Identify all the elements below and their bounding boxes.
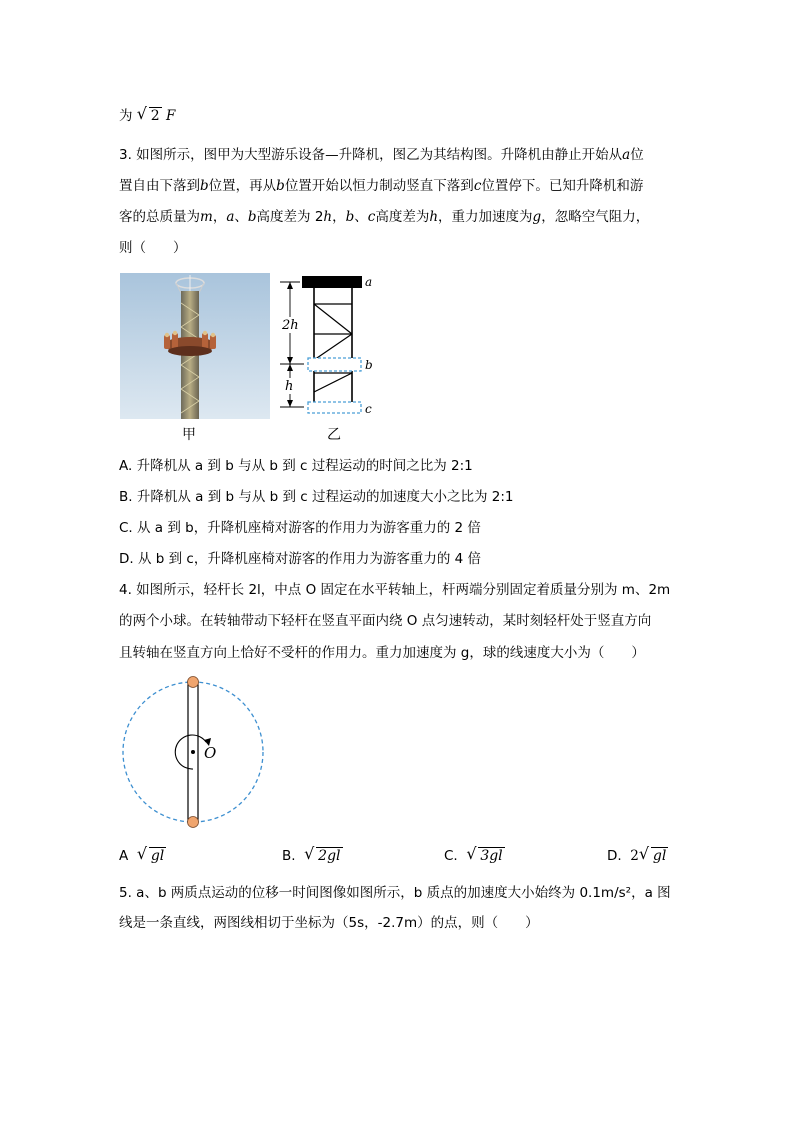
q3-stem-line-3: 客的总质量为m，a、b高度差为 2h，b、c高度差为h，重力加速度为g，忽略空气阻力，	[119, 209, 650, 225]
q3-option-d: D. 从 b 到 c，升降机座椅对游客的作用力为游客重力的 4 倍	[119, 551, 482, 567]
q4-stem-line-2: 的两个小球。在转轴带动下轻杆在竖直平面内绕 O 点匀速转动，某时刻轻杆处于竖直方向	[119, 613, 652, 629]
sqrt-expression: √ 2	[136, 104, 160, 124]
q4-option-d: D. 2 √ gl	[607, 844, 667, 864]
q3-option-c: C. 从 a 到 b，升降机座椅对游客的作用力为游客重力的 2 倍	[119, 520, 481, 536]
q4-option-a: A √ gl	[119, 844, 165, 864]
q4-option-b: B. √ 2gl	[282, 844, 341, 864]
q4-stem-line-3: 且转轴在竖直方向上恰好不受杆的作用力。重力加速度为 g，球的线速度大小为（ ）	[119, 645, 645, 661]
label-h: h	[285, 379, 294, 394]
caption-yi: 乙	[327, 427, 341, 443]
q5-stem-line-2: 线是一条直线，两图线相切于坐标为（5s，-2.7m）的点，则（ ）	[119, 915, 539, 931]
label-a: a	[365, 275, 373, 289]
q4-option-c: C. √ 3gl	[444, 844, 503, 864]
q3-stem-line-4: 则（ ）	[119, 240, 187, 256]
label-b: b	[365, 358, 373, 372]
q3-stem-line-2: 置自由下落到b位置，再从b位置开始以恒力制动竖直下落到c位置停下。已知升降机和游	[119, 178, 644, 194]
label-O: O	[204, 744, 217, 762]
q3-stem-line-1: 3. 如图所示，图甲为大型游乐设备—升降机，图乙为其结构图。升降机由静止开始从a位	[119, 147, 644, 163]
drop-tower-photo	[120, 273, 270, 419]
caption-jia: 甲	[182, 427, 196, 443]
label-2h: 2h	[282, 318, 299, 333]
q3-option-b: B. 升降机从 a 到 b 与从 b 到 c 过程运动的加速度大小之比为 2:1	[119, 489, 514, 505]
label-c: c	[365, 402, 372, 416]
rotating-rod-diagram	[118, 672, 268, 832]
q5-stem-line-1: 5. a、b 两质点运动的位移一时间图像如图所示，b 质点的加速度大小始终为 0.1m/s²，a 图	[119, 885, 671, 901]
prev-answer-fragment: 为 √ 2 F	[119, 104, 176, 124]
q3-option-a: A. 升降机从 a 到 b 与从 b 到 c 过程运动的时间之比为 2:1	[119, 458, 473, 474]
drop-tower-structure-diagram	[276, 270, 386, 418]
q4-stem-line-1: 4. 如图所示，轻杆长 2l，中点 O 固定在水平转轴上，杆两端分别固定着质量分别为 m、2m	[119, 582, 671, 598]
